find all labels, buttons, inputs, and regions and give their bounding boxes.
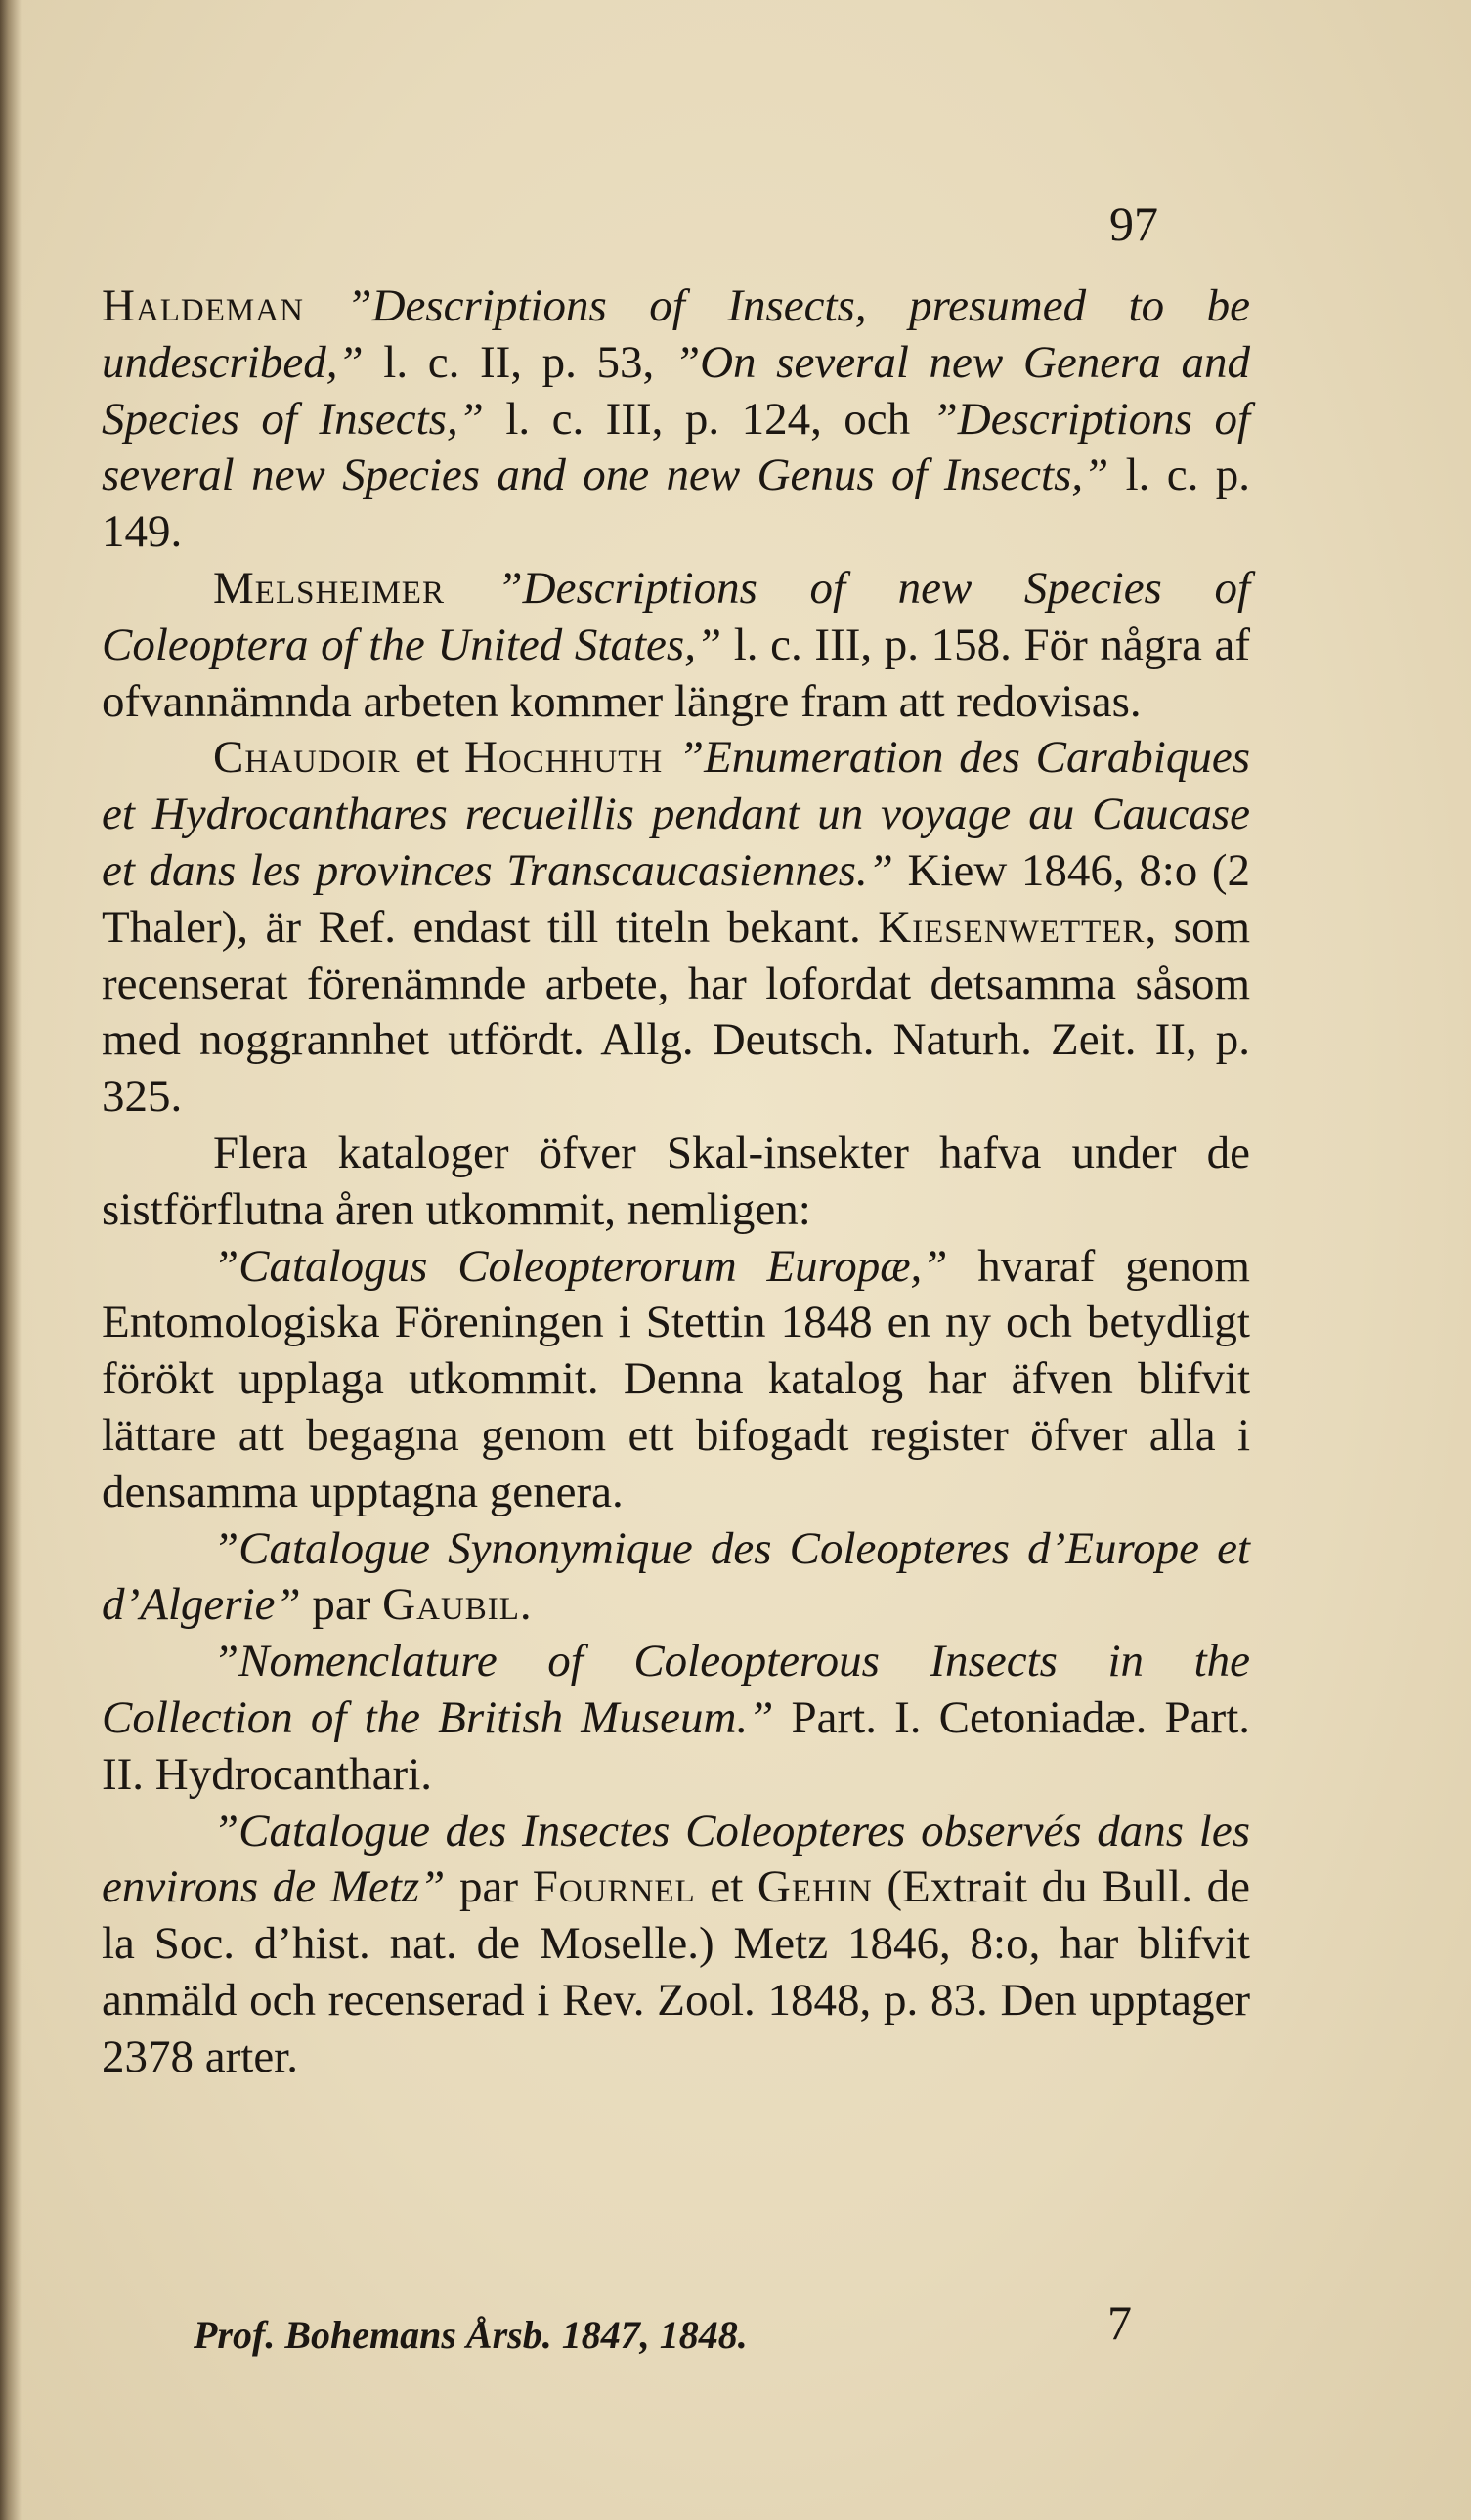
work-title: ”Catalogus Coleopterorum Europæ,” — [213, 1240, 948, 1292]
page-binding-edge — [0, 0, 22, 2520]
text-run: Flera kataloger öfver Skal-insekter hafva under de sistförflutna åren utkommit, nemligen: — [102, 1127, 1250, 1235]
author-name: Gaubil — [382, 1579, 520, 1631]
author-name: Fournel — [532, 1861, 696, 1913]
text-run: (Extrait du Bull. de la Soc. d’hist. nat. de Moselle.) Metz 1846, 8:o, har blifvit anmäld och recenserad i Rev. Zool. 1848, p. 83. Den upptager 2378 arter. — [102, 1861, 1250, 2082]
text-run: par — [445, 1861, 533, 1913]
paragraph — [102, 1521, 1250, 1635]
paragraph — [102, 1634, 1250, 1803]
work-title: ”Catalogue des Insectes Coleopteres observés dans les environs de Metz” — [102, 1805, 1250, 1913]
work-title: ”Descriptions of several new Species and one new Genus of Insects,” — [102, 393, 1251, 501]
body-text — [102, 278, 1250, 2086]
paragraph — [102, 561, 1250, 730]
text-run: l. c. p. 149. — [102, 449, 1250, 558]
paragraph — [102, 1804, 1250, 2086]
paragraph — [102, 278, 1250, 561]
text-run: et — [400, 732, 464, 784]
paragraph — [102, 1239, 1250, 1521]
text-run: l. c. III, p. 124, och — [483, 393, 932, 445]
paragraph — [102, 1126, 1250, 1239]
footer-signature-line: Prof. Bohemans Årsb. 1847, 1848. — [194, 2313, 748, 2357]
author-name: Hochhuth — [463, 732, 664, 784]
work-title: ”Descriptions of Insects, presumed to be undescribed,” — [102, 280, 1250, 388]
author-name: Chaudoir — [213, 732, 401, 784]
text-run: hvaraf genom Entomologiska Föreningen i Stettin 1848 en ny och betydligt förökt upplaga utkommit. Denna katalog har äfven blifvit lättare att begagna genom ett bifogadt register öfver alla i densamma upptagna genera. — [102, 1240, 1250, 1517]
text-run: et — [695, 1861, 757, 1913]
work-title: ”Descriptions of new Species of Coleoptera of the United States,” — [102, 562, 1250, 670]
author-name: Haldeman — [102, 280, 304, 331]
work-title: ”On several new Genera and Species of Insects,” — [102, 336, 1250, 445]
author-name: Gehin — [757, 1861, 873, 1913]
text-run: par — [300, 1579, 383, 1631]
work-title: ”Enumeration des Carabiques et Hydrocanthares recueillis pendant un voyage au Caucase et dans les provinces Transcaucasiennes.” — [102, 732, 1251, 896]
work-title: ”Catalogue Synonymique des Coleopteres d’Europe et d’Algerie” — [102, 1522, 1250, 1631]
work-title: ”Nomenclature of Coleopterous Insects in the Collection of the British Museum.” — [102, 1636, 1250, 1743]
text-run: , som recenserat förenämnde arbete, har lofordat detsamma såsom med noggrannhet utfördt. Allg. Deutsch. Naturh. Zeit. II, p. 325. — [102, 901, 1250, 1123]
text-run: Part. I. Cetoniadæ. Part. II. Hydrocanthari. — [102, 1691, 1250, 1800]
sheet-mark: 7 — [1107, 2295, 1132, 2350]
text-run: l. c. II, p. 53, — [363, 336, 674, 388]
author-name: Melsheimer — [213, 562, 445, 614]
text-run: l. c. III, p. 158. För några af ofvannämnda arbeten kommer längre fram att redovisas. — [102, 619, 1250, 727]
text-run: . — [519, 1579, 532, 1631]
paragraph — [102, 730, 1250, 1126]
page-number: 97 — [1109, 196, 1158, 251]
text-run: Kiew 1846, 8:o (2 Thaler), är Ref. endast till titeln bekant. — [102, 844, 1251, 953]
author-name: Kiesenwetter — [878, 901, 1146, 953]
